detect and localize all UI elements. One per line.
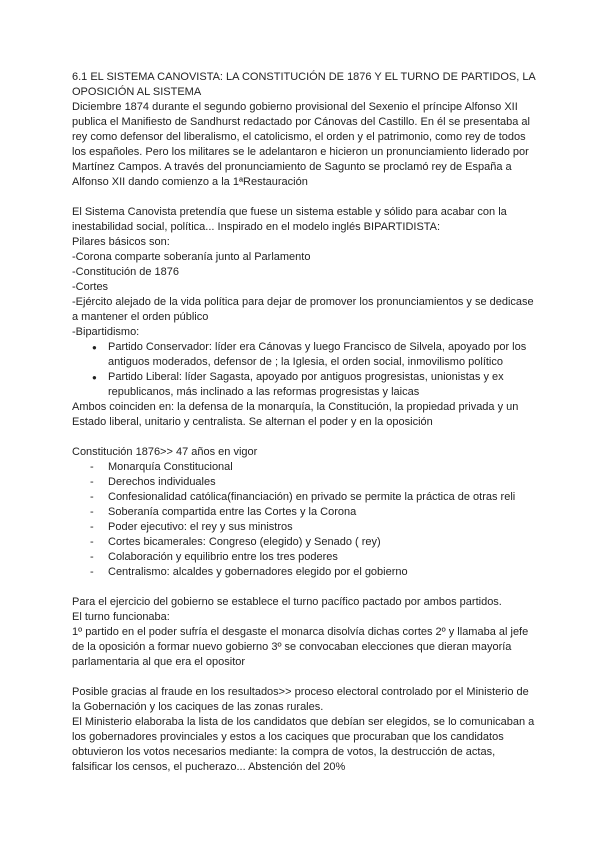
intro-paragraph: Diciembre 1874 durante el segundo gobierno provisional del Sexenio el príncipe Alfonso XII publica el Manifiesto de Sandhurst redactado por Cánovas del Castillo. En él se presentaba al rey como defensor del liberalismo, el catolicismo, el orden y el patrimonio, como rey de todos los españoles. Pero los militares se le adelantaron e hicieron un pronunciamiento liderado por Martínez Campos. A través del pronunciamiento de Sagunto se proclamó rey de España a Alfonso XII dando comienzo a la 1ªRestauración (72, 101, 530, 188)
parties-list (72, 340, 536, 400)
constitution-item: - Poder ejecutivo: el rey y sus ministros (108, 520, 536, 535)
constitution-heading: Constitución 1876>> 47 años en vigor (72, 446, 258, 458)
paragraph-spacer (72, 430, 536, 445)
turno-heading: El turno funcionaba: (72, 611, 170, 623)
constitution-item: - Soberanía compartida entre las Cortes y la Corona (108, 505, 536, 520)
constitution-item: - Cortes bicamerales: Congreso (elegido) y Senado ( rey) (108, 535, 536, 550)
constitution-item: - Confesionalidad católica(financiación) en privado se permite la práctica de otras reli (108, 490, 536, 505)
fraud-paragraph: El Ministerio elaboraba la lista de los candidatos que debían ser elegidos, se lo comunicaban a los gobernadores provinciales y estos a los caciques que procuraban que los candidatos obtuvieron los votos necesarios mediante: la compra de votos, la destrucción de actas, falsificar los censos, el pucherazo... Abstención del 20% (72, 716, 535, 773)
system-intro-paragraph: El Sistema Canovista pretendía que fuese un sistema estable y sólido para acabar con la inestabilidad social, política... Inspirado en el modelo inglés BIPARTIDISTA: (72, 206, 507, 233)
paragraph-spacer (72, 190, 536, 205)
paragraph-spacer (72, 580, 536, 595)
pillar-line: -Bipartidismo: (72, 326, 140, 338)
section-title: 6.1 EL SISTEMA CANOVISTA: LA CONSTITUCIÓN DE 1876 Y EL TURNO DE PARTIDOS, LA OPOSICIÓN AL SISTEMA (72, 71, 536, 98)
constitution-item: - Centralismo: alcaldes y gobernadores elegido por el gobierno (108, 565, 536, 580)
paragraph-spacer (72, 670, 536, 685)
constitution-item: - Derechos individuales (108, 475, 536, 490)
pillar-line: -Corona comparte soberanía junto al Parlamento (72, 251, 311, 263)
agreement-paragraph: Ambos coinciden en: la defensa de la monarquía, la Constitución, la propiedad privada y un Estado liberal, unitario y centralista. Se alternan el poder y en la oposición (72, 401, 519, 428)
fraud-intro-paragraph: Posible gracias al fraude en los resultados>> proceso electoral controlado por el Ministerio de la Gobernación y los caciques de las zonas rurales. (72, 686, 529, 713)
party-item-liberal: ● Partido Liberal: líder Sagasta, apoyado por antiguos progresistas, unionistas y ex republicanos, más inclinado a las reformas progresistas y laicas (108, 370, 536, 400)
constitution-item: - Colaboración y equilibrio entre los tres poderes (108, 550, 536, 565)
pillar-line: -Cortes (72, 281, 109, 293)
pillar-line: -Ejército alejado de la vida política para dejar de promover los pronunciamientos y se dedicase a mantener el orden público (72, 296, 534, 323)
turno-intro-paragraph: Para el ejercicio del gobierno se establece el turno pacífico pactado por ambos partidos. (72, 596, 502, 608)
constitution-item: - Monarquía Constitucional (108, 460, 536, 475)
constitution-list (72, 460, 536, 580)
party-item-conservador: ● Partido Conservador: líder era Cánovas y luego Francisco de Silvela, apoyado por los antiguos moderados, defensor de ; la Iglesia, el orden social, inmovilismo político (108, 340, 536, 370)
pillars-heading: Pilares básicos son: (72, 236, 170, 248)
pillar-line: -Constitución de 1876 (72, 266, 180, 278)
turno-paragraph: 1º partido en el poder sufría el desgaste el monarca disolvía dichas cortes 2º y llamaba al jefe de la oposición a formar nuevo gobierno 3º se convocaban elecciones que dieran mayoría parlamentaria al que era el opositor (72, 626, 529, 668)
